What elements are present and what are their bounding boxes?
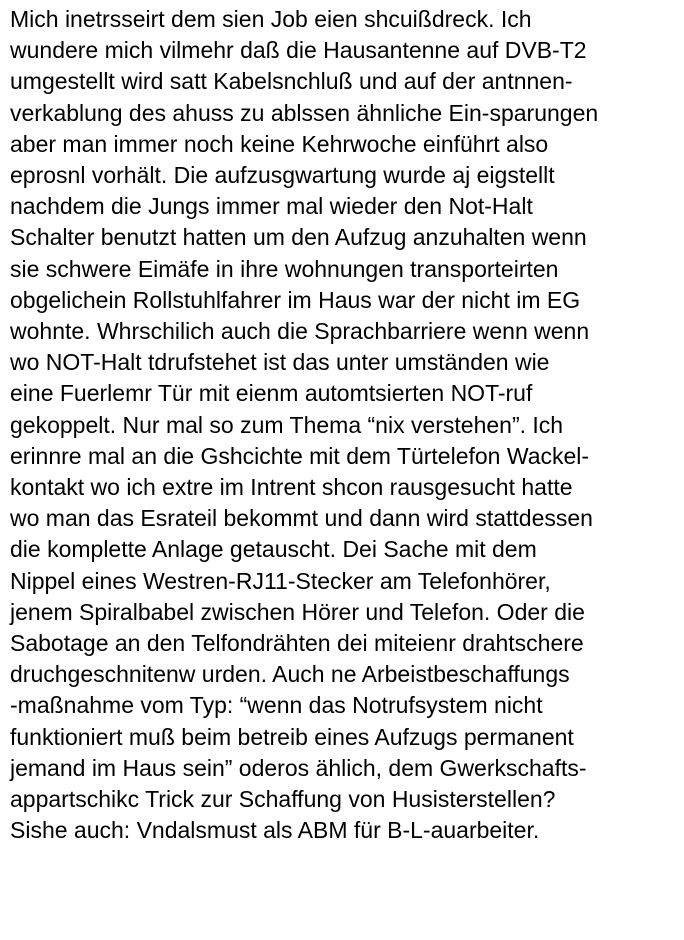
text-line: gekoppelt. Nur mal so zum Thema “nix verstehen”. Ich: [10, 411, 564, 438]
text-line: Sishe auch: Vndalsmust als ABM für B-L-auarbeiter.: [10, 817, 540, 844]
text-line: eine Fuerlemr Tür mit eienm automtsierten NOT-ruf: [10, 380, 533, 407]
text-line: umgestellt wird satt Kabelsnchluß und auf der antnnen-: [10, 68, 573, 95]
text-line: Schalter benutzt hatten um den Aufzug anzuhalten wenn: [10, 224, 587, 251]
text-line: eprosnl vorhält. Die aufzusgwartung wurde aj eigstellt: [10, 162, 555, 189]
text-line: jenem Spiralbabel zwischen Hörer und Telefon. Oder die: [10, 598, 585, 625]
text-line: verkablung des ahuss zu ablssen ähnliche Ein-sparungen: [10, 99, 599, 126]
text-line: -maßnahme vom Typ: “wenn das Notrufsystem nicht: [10, 692, 543, 719]
text-line: wo man das Esrateil bekommt und dann wird stattdessen: [10, 505, 593, 532]
text-line: sie schwere Eimäfe in ihre wohnungen transporteirten: [10, 255, 559, 282]
text-line: jemand im Haus sein” oderos ählich, dem Gwerkschafts-: [10, 754, 587, 781]
text-line: wundere mich vilmehr daß die Hausantenne auf DVB-T2: [10, 37, 587, 64]
body-text: [10, 4, 674, 846]
text-line: obgelichein Rollstuhlfahrer im Haus war der nicht im EG: [10, 286, 581, 313]
text-line: kontakt wo ich extre im Intrent shcon rausgesucht hatte: [10, 474, 573, 501]
text-line: appartschikc Trick zur Schaffung von Husisterstellen?: [10, 786, 556, 813]
text-line: Nippel eines Westren-RJ11-Stecker am Telefonhörer,: [10, 567, 551, 594]
text-line: die komplette Anlage getauscht. Dei Sache mit dem: [10, 536, 537, 563]
text-line: Sabotage an den Telfondrähten dei miteienr drahtschere: [10, 630, 584, 657]
text-line: aber man immer noch keine Kehrwoche einführt also: [10, 130, 549, 157]
text-line: Mich inetrsseirt dem sien Job eien shcuißdreck. Ich: [10, 6, 532, 32]
text-line: wo NOT-Halt tdrufstehet ist das unter umständen wie: [10, 349, 550, 376]
text-line: druchgeschnitenw urden. Auch ne Arbeistbeschaffungs: [10, 661, 570, 688]
text-line: erinnre mal an die Gshcichte mit dem Türtelefon Wackel-: [10, 442, 590, 469]
text-line: nachdem die Jungs immer mal wieder den Not-Halt: [10, 193, 533, 220]
text-line: funktioniert muß beim betreib eines Aufzugs permanent: [10, 723, 574, 750]
text-line: wohnte. Whrschilich auch die Sprachbarriere wenn wenn: [10, 318, 590, 345]
